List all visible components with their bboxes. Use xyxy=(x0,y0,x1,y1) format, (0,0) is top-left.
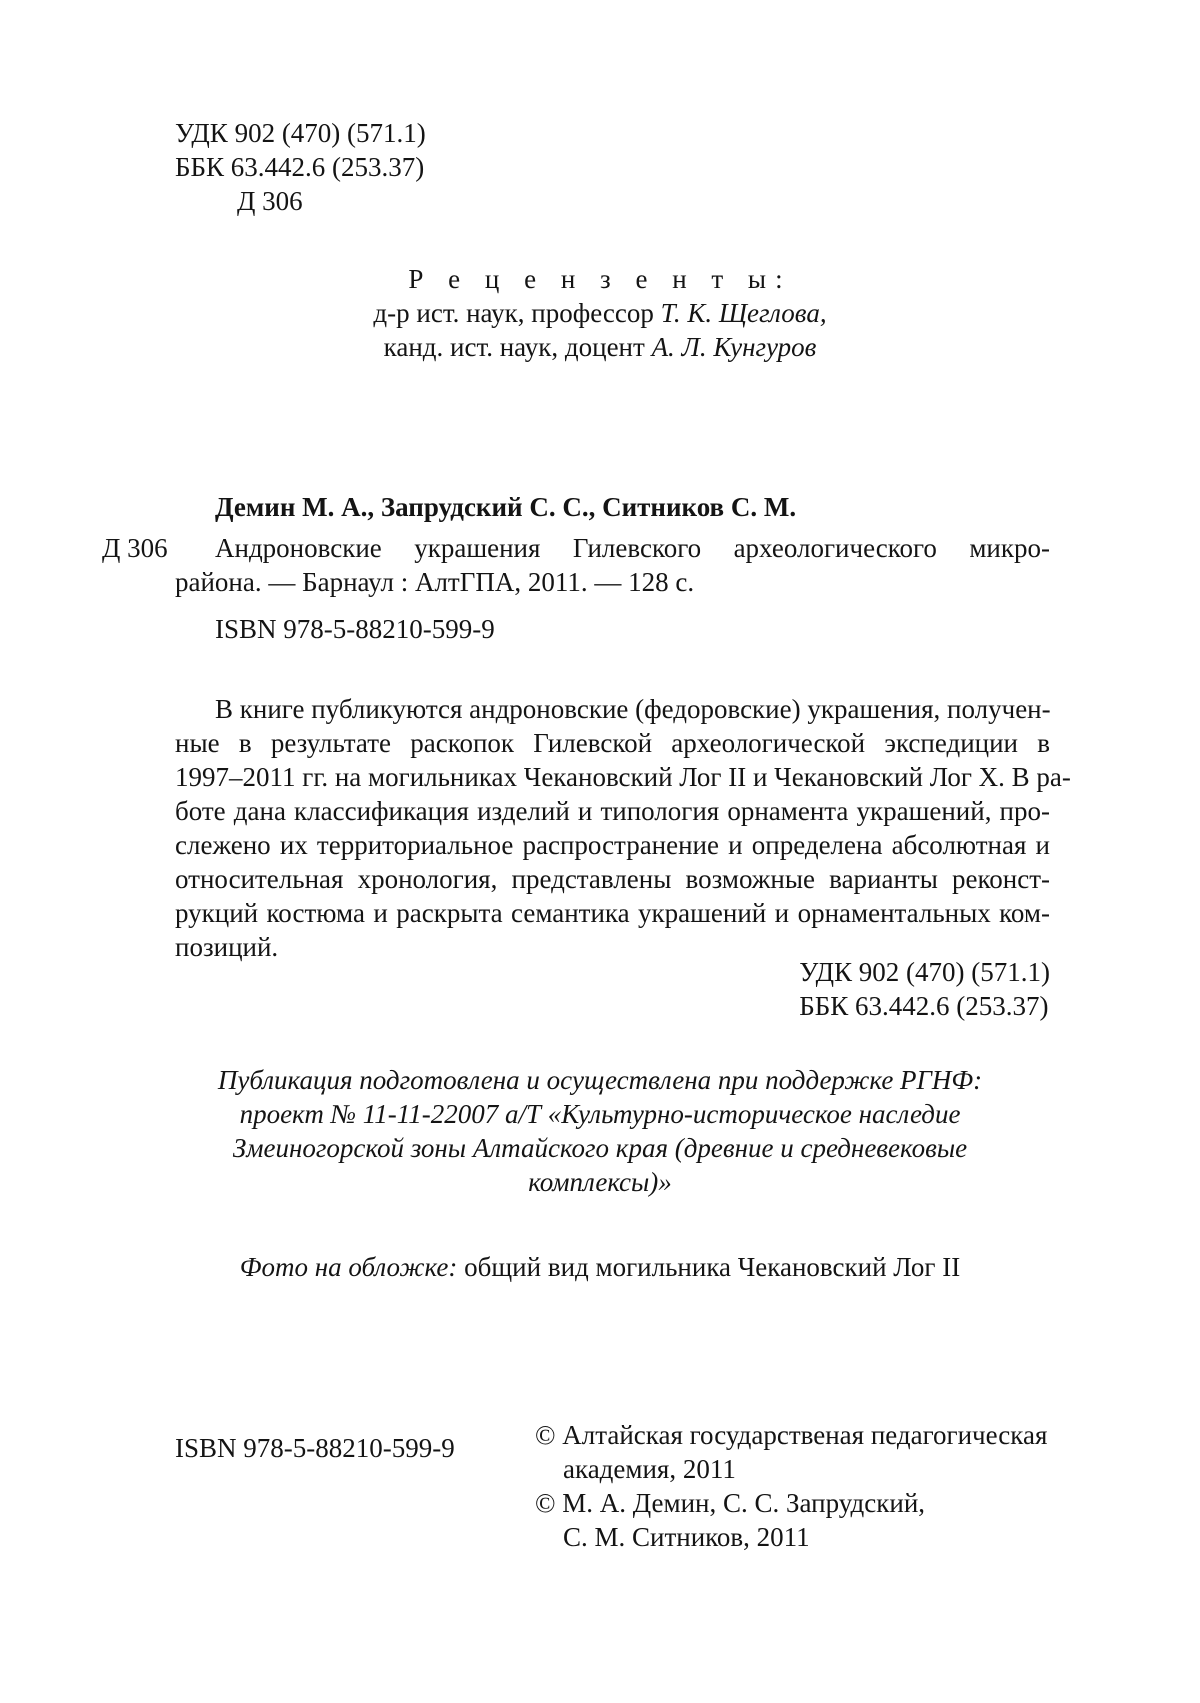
udk-footer-block xyxy=(799,955,1050,1023)
book-title-line-1: Андроновские украшения Гилевского археологического микро- xyxy=(215,533,1050,563)
abstract-paragraph xyxy=(175,692,1071,964)
funding-line: Публикация подготовлена и осуществлена при поддержке РГНФ: xyxy=(217,1065,983,1095)
udk-code: УДК 902 (470) (571.1) xyxy=(175,118,426,148)
udk-header-block xyxy=(175,116,426,218)
copyright-1-line-2: академия, 2011 xyxy=(563,1454,736,1484)
abstract-line: боте дана классификация изделий и типология орнамента украшений, про- xyxy=(175,796,1050,826)
isbn-record: ISBN 978-5-88210-599-9 xyxy=(215,614,495,644)
reviewers-block xyxy=(0,262,1200,364)
abstract-line: ные в результате раскопок Гилевской археологической экспедиции в xyxy=(175,728,1050,758)
copyright-block xyxy=(535,1418,1047,1554)
copyright-2-line-1: © М. А. Демин, С. С. Запрудский, xyxy=(535,1488,926,1518)
reviewer-2 xyxy=(0,330,1200,364)
reviewer-1-title: д-р ист. наук, профессор xyxy=(373,298,661,328)
copyright-2-line-2: С. М. Ситников, 2011 xyxy=(563,1522,810,1552)
funding-line: проект № 11-11-22007 а/Т «Культурно-историческое наследие xyxy=(239,1099,961,1129)
udk-code-bottom: УДК 902 (470) (571.1) xyxy=(799,957,1050,987)
abstract-line: слежено их территориальное распространение и определена абсолютная и xyxy=(175,830,1050,860)
reviewer-1 xyxy=(0,296,1200,330)
isbn-footer: ISBN 978-5-88210-599-9 xyxy=(175,1433,455,1463)
cover-photo-text: общий вид могильника Чекановский Лог II xyxy=(457,1252,961,1282)
funding-line: комплексы)» xyxy=(528,1167,672,1197)
reviewer-1-name: Т. К. Щеглова, xyxy=(660,298,827,328)
cover-photo-label: Фото на обложке: xyxy=(239,1252,458,1282)
bbk-code: ББК 63.442.6 (253.37) xyxy=(175,152,425,182)
book-title-line-2: района. — Барнаул : АлтГПА, 2011. — 128 с. xyxy=(175,567,695,597)
funding-line: Змеиногорской зоны Алтайского края (древние и средневековые xyxy=(232,1133,968,1163)
abstract-line: В книге публикуются андроновские (федоровские) украшения, получен- xyxy=(215,694,1051,724)
authors-heading: Демин М. А., Запрудский С. С., Ситников С. М. xyxy=(215,492,797,522)
reviewer-2-title: канд. ист. наук, доцент xyxy=(383,332,652,362)
copyright-1-line-1: © Алтайская государственая педагогическая xyxy=(535,1420,1048,1450)
author-mark: Д 306 xyxy=(237,186,303,216)
abstract-line: рукций костюма и раскрыта семантика украшений и орнаментальных ком- xyxy=(175,898,1050,928)
abstract-line: 1997–2011 гг. на могильниках Чекановский Лог II и Чекановский Лог X. В ра- xyxy=(175,762,1071,792)
cover-photo-credit xyxy=(0,1250,1200,1284)
bbk-code-bottom: ББК 63.442.6 (253.37) xyxy=(799,991,1049,1021)
abstract-line: позиций. xyxy=(175,932,279,962)
reviewers-heading: Р е ц е н з е н т ы: xyxy=(408,264,792,294)
catalog-author-mark: Д 306 xyxy=(102,533,168,563)
reviewer-2-name: А. Л. Кунгуров xyxy=(651,332,817,362)
abstract-line: относительная хронология, представлены возможные варианты реконст- xyxy=(175,864,1050,894)
funding-note xyxy=(0,1063,1200,1199)
